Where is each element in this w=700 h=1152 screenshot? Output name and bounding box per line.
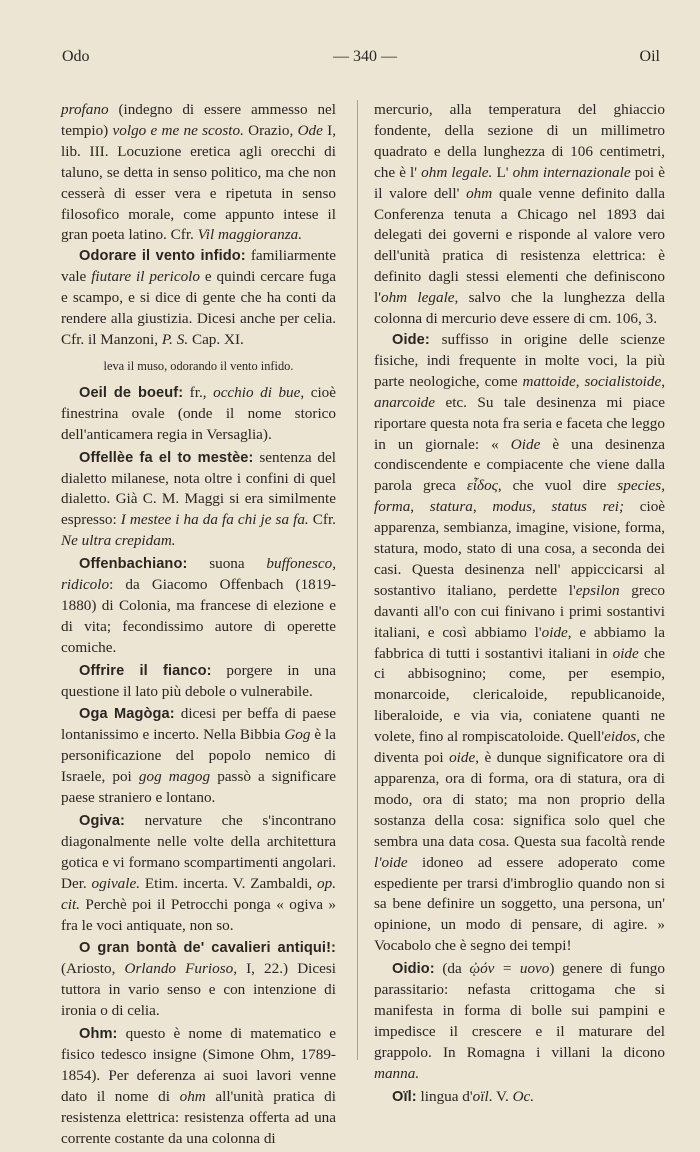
italic-term: forma <box>374 498 411 516</box>
italic-term: Oc. <box>512 1087 535 1105</box>
italic-term: Orlando Furioso <box>124 960 234 978</box>
entry-text: Etim. incerta. V. Zambaldi, <box>140 874 318 892</box>
entry-text: e quindi cercare fuga e scampo, e si dice di gente che ha conti da rendere alla giustizia. Dicesi anche per celia. Cfr. il Manzoni, <box>61 268 336 348</box>
italic-term: ogivale. <box>91 874 141 892</box>
entry-text: sentenza del dialetto milanese, nota oltre i confini di quel dialetto. Già C. M. Maggi si era similmente espresso: <box>61 448 336 529</box>
right-column <box>374 100 665 1110</box>
entry-text: , che vuol dire <box>497 477 618 495</box>
entry-continuation <box>61 100 336 246</box>
entry-offellee <box>61 448 336 553</box>
italic-term: oide <box>612 644 639 662</box>
italic-term: gog magog <box>138 768 211 786</box>
entry-text: (indegno di essere ammesso nel tempio) <box>61 101 336 139</box>
italic-term: ohm internazionale <box>512 163 631 181</box>
entry-headword: Oga Magòga: <box>79 706 175 723</box>
entry-text: , <box>661 477 665 495</box>
italic-term: ohm legale. <box>421 163 493 181</box>
entry-oeil <box>61 383 336 446</box>
italic-term: l'oide <box>374 853 408 871</box>
entry-text: , <box>575 372 585 390</box>
entry-text: , <box>661 372 666 390</box>
entry-oidio <box>374 959 665 1084</box>
italic-term: anarcoide <box>374 393 436 411</box>
entry-oga <box>61 704 336 809</box>
italic-term: socialistoide <box>584 372 662 390</box>
entry-headword: Ohm: <box>79 1026 118 1043</box>
italic-term: status rei; <box>551 498 625 516</box>
entry-text: , I, 22.) Dicesi tuttora in vario senso e con intenzione di ironia o di celia. <box>61 960 336 1020</box>
entry-ogiva <box>61 811 336 936</box>
italic-term: oide <box>449 749 476 767</box>
entry-text: poi è il valore dell' <box>374 163 666 202</box>
entry-headword: Oïl: <box>392 1088 417 1105</box>
italic-term: fiutare il pericolo <box>91 268 200 286</box>
entry-text: , cioè finestrina ovale (onde il nome storico dell'anticamera regia in Versaglia). <box>61 383 336 443</box>
italic-term: ohm <box>466 184 493 202</box>
entry-text: Cap. XI. <box>188 330 244 348</box>
italic-term: ᾠόν = uovo <box>469 960 550 978</box>
entry-text: è una desinenza condiscendente e compiacente che viene dalla parola greca <box>374 435 666 495</box>
entry-oil <box>374 1087 665 1108</box>
left-column <box>61 100 336 1152</box>
entry-text: idoneo ad essere adoperato come espediente per trarsi d'imbroglio quando non si sa bene definire un soggetto, una persona, un' opinione, un modo di pensare, di agire. » Vocabolo che è segno dei tempi! <box>374 853 665 955</box>
italic-term: species <box>617 477 662 495</box>
entry-text: nervature che s'incontrano diagonalmente nelle volte della architettura gotica e vi formano scompartimenti angolari. Der. <box>61 812 336 892</box>
italic-term: Oide <box>510 435 541 453</box>
entry-text: Orazio, <box>243 121 298 139</box>
entry-text: mercurio, alla temperatura del ghiaccio fondente, della sezione di un millimetro quadrato e della lunghezza di 106 centimetri, che è l' <box>374 101 665 181</box>
column-divider <box>357 100 358 1060</box>
entry-headword: Offrire il fianco: <box>79 662 212 679</box>
entry-headword: Odorare il vento infido: <box>79 248 246 265</box>
italic-term: buffonesco <box>266 555 333 573</box>
entry-text: all'unità pratica di resistenza elettrica: resistenza offerta ad una corrente costante da una colonna di <box>61 1087 336 1147</box>
page-header <box>62 48 668 72</box>
entry-text: dicesi per beffa di paese lontanissimo e incerto. Nella Bibbia <box>61 705 336 744</box>
entry-text: che ci abbisognino; come, per esempio, monarcoide, clericaloide, republicanoide, liberaloide, e via via, coniatene quanti ne volete, fino al rompiscatoloide. Quell' <box>374 644 665 746</box>
entry-text: , <box>410 498 430 516</box>
italic-term: ohm legale <box>380 289 455 307</box>
entry-text: fr., <box>183 383 214 401</box>
italic-term: op. cit. <box>61 874 336 913</box>
entry-text: suona <box>187 555 267 573</box>
entry-headword: Oeil de boeuf: <box>79 384 184 401</box>
entry-text: , salvo che la lunghezza della colonna di mercurio deve essere di cm. 106, 3. <box>374 289 666 328</box>
italic-term: occhio di bue <box>213 383 301 401</box>
italic-term: profano <box>61 101 109 118</box>
italic-term: εἶδος <box>466 477 498 495</box>
entry-oide <box>374 330 665 957</box>
entry-text: I, lib. III. Locuzione eretica agli orecchi di taluno, se detta in senso politico, ma che non cesserà di esser vera e ripetuta in senso filosofico morale, come appunto intese il gran poeta latino. Cfr. <box>61 121 336 244</box>
italic-term: modus <box>492 498 533 516</box>
entry-text: , <box>532 498 552 516</box>
entry-text: Perchè poi il Petrocchi ponga « ogiva » fra le voci antiquate, non so. <box>61 895 336 934</box>
entry-text: cioè apparenza, sembianza, imagine, visione, forma, statura, modo, stato di una cosa, a seconda dei casi. Questa desinenza nell' appiccicarsi al sostantivo italiano, perdette l' <box>374 498 666 599</box>
entry-odorare <box>61 246 336 351</box>
italic-term: oide <box>541 623 568 641</box>
italic-term: Vil maggioranza. <box>197 226 303 244</box>
italic-term: P. S. <box>161 330 189 348</box>
entry-ohm-continuation <box>374 100 665 330</box>
entry-ogran <box>61 938 336 1022</box>
entry-text: , che diventa poi <box>374 728 665 767</box>
entry-headword: Offenbachiano: <box>79 556 188 573</box>
entry-headword: Ogiva: <box>79 813 126 829</box>
italic-term: eidos <box>604 728 637 746</box>
entry-text: L' <box>492 163 513 181</box>
italic-term: oïl <box>472 1087 489 1105</box>
entry-text: . V. <box>488 1087 513 1105</box>
entry-text: , <box>472 498 493 516</box>
entry-offrire <box>61 661 336 703</box>
entry-text: quale venne definito dalla Conferenza tenuta a Chicago nel 1893 dai delegati dei governi e risponde al valore vero dell'unità pratica di resistenza elettrica: è definito dagli stessi elementi che definiscono l' <box>374 184 665 307</box>
italic-term: ohm <box>179 1087 206 1105</box>
entry-text: passò a significare paese straniero e lontano. <box>61 768 336 807</box>
entry-text: (Ariosto, <box>61 960 125 978</box>
italic-term: volgo e me ne scosto. <box>112 121 244 139</box>
entry-text: (da <box>434 960 470 978</box>
entry-headword: Oidio: <box>392 961 435 978</box>
entry-text: questo è nome di matematico e fisico tedesco insigne (Simone Ohm, 1789-1854). Per deferenza ai suoi lavori venne dato il nome di <box>61 1025 336 1105</box>
entry-headword: Oide: <box>392 331 430 348</box>
header-right-word: Oil <box>639 48 660 65</box>
entry-text: suffisso in origine delle scienze fisiche, indi frequente in molte voci, la più parte neologiche, come <box>374 330 665 390</box>
entry-text: : da Giacomo Offenbach (1819-1880) di Colonia, ma francese di elezione e di vita; fecondissimo autore di operette comiche. <box>61 576 336 656</box>
entry-text: , <box>332 555 336 573</box>
entry-text: , è dunque significatore ora di apparenza, ora di forma, ora di statura, ora di modo, ora di stato; ma non proprio della sostanza della cosa: significa solo quel che sembra una data cosa. Questa sua facoltà rende <box>374 749 665 850</box>
italic-term: Gog <box>284 726 311 744</box>
entry-text: è la personificazione del popolo nemico di Israele, poi <box>61 726 337 786</box>
entry-offenbachiano <box>61 554 336 659</box>
header-left-word: Odo <box>62 48 90 65</box>
italic-term: I mestee i ha da fa chi je sa fa. <box>120 511 309 529</box>
entry-headword: Offellèe fa el to mestèe: <box>79 449 254 466</box>
italic-term: Ne ultra crepidam. <box>61 532 176 550</box>
entry-text: ) genere di fungo parassitario: nefasta crittogama che si manifesta in forma di bolle sui pampini e impedisce il crescere e il maturare del grappolo. In Romagna i villani la dicono <box>374 960 665 1061</box>
entry-text: lingua d' <box>416 1087 473 1105</box>
entry-headword: O gran bontà de' cavalieri antiqui!: <box>79 940 336 957</box>
entry-text: etc. Su tale desinenza mi piace riportare questa nota fra seria e faceta che leggo in un giornale: « <box>374 393 665 453</box>
entry-text: , e abbiamo la fabbrica di tutti i sostantivi italiani in <box>374 623 665 662</box>
italic-term: statura <box>429 498 473 516</box>
italic-term: manna. <box>374 1064 420 1082</box>
entry-text: greco davanti all'o con cui finivano i primi sostantivi italiani, e così abbiamo l' <box>374 581 665 641</box>
entry-text: porgere in una questione il lato più debole o vulnerabile. <box>61 661 336 700</box>
quotation: leva il muso, odorando il vento infido. <box>103 358 294 373</box>
italic-term: epsilon <box>575 581 620 599</box>
italic-term: ridicolo <box>61 576 110 594</box>
page-number: — 340 — <box>333 48 397 65</box>
italic-term: Ode <box>297 121 323 139</box>
entry-text: familiarmente vale <box>61 247 336 286</box>
entry-ohm <box>61 1024 336 1149</box>
entry-text: Cfr. <box>308 511 336 529</box>
italic-term: mattoide <box>522 372 576 390</box>
